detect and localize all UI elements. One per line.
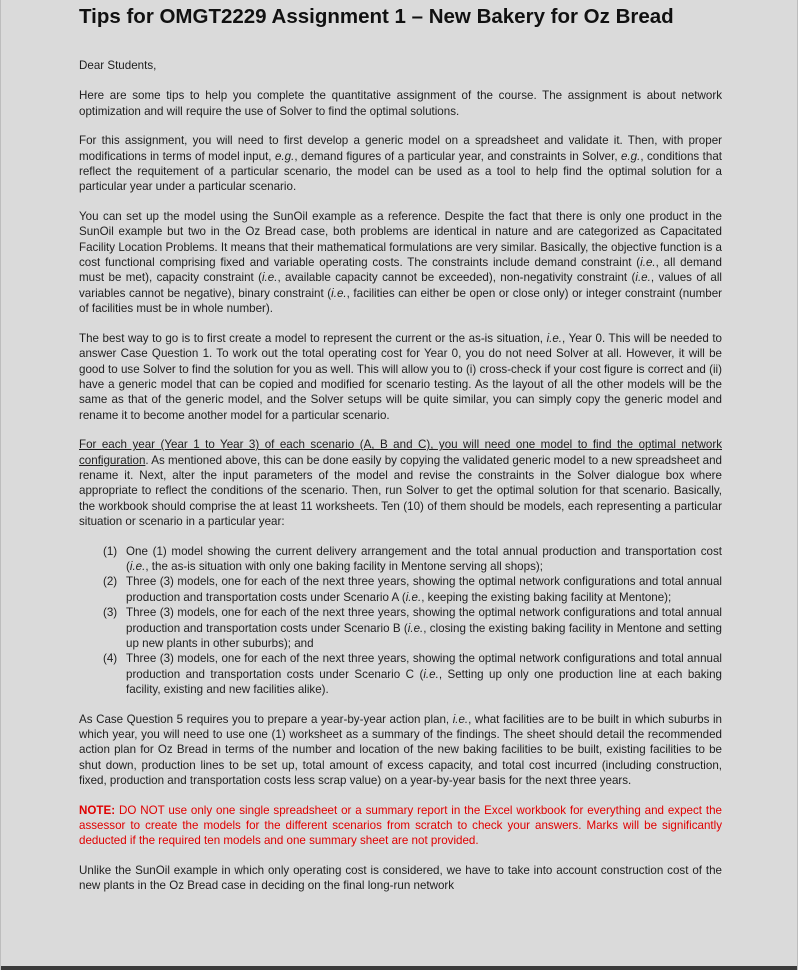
paragraph-sunoil-reference: You can set up the model using the SunOil example as a reference. Despite the fact that there is only one product in the SunOil example but two in the Oz Bread case, both problems are identical in nature and are categorized as Capacitated Facility Location Problems. It means that their mathematical formulations are very similar. Basically, the objective function is a cost functional comprising fixed and variable operating costs. The constraints include demand constraint (i.e., all demand must be met), capacity constraint (i.e., available capacity cannot be exceeded), non-negativity constraint (i.e., values of all variables cannot be negative), binary constraint (i.e., facilities can either be open or close only) or integer constraint (number of facilities must be in whole number). xyxy=(79,209,723,316)
greeting: Dear Students, xyxy=(79,59,157,72)
document-title: Tips for OMGT2229 Assignment 1 – New Bakery for Oz Bread xyxy=(79,5,674,28)
underlined-requirement: For each year (Year 1 to Year 3) of each scenario (A, B and C), you will need one model to find the optimal network configuration xyxy=(79,438,722,467)
paragraph-as-is-model: The best way to go is to first create a model to represent the current or the as-is situation, i.e., Year 0. This will be needed to answer Case Question 1. To work out the total operating cost for Year 0, you do not need Solver at all. However, it will be good to use Solver to find the solution for you as well. This will allow you to (i) cross-check if your cost figure is correct and (ii) have a generic model that can be copied and modified for scenario testing. As the layout of all the other models will be the same as that of the generic model, and the Solver setups will be quite similar, you can simply copy the generic model and rename it to become another model for a particular scenario. xyxy=(79,331,722,422)
page-bottom-border xyxy=(1,966,798,970)
paragraph-construction-cost: Unlike the SunOil example in which only operating cost is considered, we have to take into account construction cost of the new plants in the Oz Bread case in deciding on the final long-run network xyxy=(79,863,722,893)
paragraph-scenario-models: For each year (Year 1 to Year 3) of each scenario (A, B and C), you will need one model to find the optimal network configuration. As mentioned above, this can be done easily by copying the validated generic model to a new spreadsheet and rename it. Next, alter the input parameters of the model and revise the constraints in the Solver dialogue box where appropriate to reflect the conditions of the scenario. Then, run Solver to get the optimal solution for that scenario. Basically, the workbook should comprise the at least 11 worksheets. Ten (10) of them should be models, each representing a particular situation or scenario in a particular year: xyxy=(79,438,722,529)
list-item: (4) Three (3) models, one for each of the next three years, showing the optimal network configurations and total annual production and transportation costs under Scenario C (i.e., Setting up only one production line at each baking facility, existing and new facilities alike). xyxy=(103,652,722,697)
document-body xyxy=(79,58,722,908)
note-warning: NOTE: DO NOT use only one single spreadsheet or a summary report in the Excel workbook for everything and expect the assessor to create the models for the different scenarios from scratch to check your answers. Marks will be significantly deducted if the required ten models and one summary sheet are not provided. xyxy=(79,803,722,848)
note-label: NOTE: xyxy=(79,803,116,817)
paragraph-intro: Here are some tips to help you complete the quantitative assignment of the course. The assignment is about network optimization and will require the use of Solver to find the optimal solutions. xyxy=(79,89,722,118)
model-list xyxy=(79,544,722,698)
paragraph-action-plan: As Case Question 5 requires you to prepare a year-by-year action plan, i.e., what facilities are to be built in which suburbs in which year, you will need to use one (1) worksheet as a summary of the findings. The sheet should detail the recommended action plan for Oz Bread in terms of the number and location of the new baking facilities to be built, existing facilities to be shut down, production lines to be set up, total amount of excess capacity, and total cost incurred (including construction, fixed, production and transportation costs less scrap value) on a year-by-year basis for the next three years. xyxy=(79,712,722,788)
list-item: (3) Three (3) models, one for each of the next three years, showing the optimal network configurations and total annual production and transportation costs under Scenario B (i.e., closing the existing baking facility in Mentone and setting up new plants in other suburbs); and xyxy=(103,606,722,650)
list-item: (1) One (1) model showing the current delivery arrangement and the total annual production and transportation cost (i.e., the as-is situation with only one baking facility in Mentone serving all shops); xyxy=(103,544,722,573)
paragraph-model-approach: For this assignment, you will need to first develop a generic model on a spreadsheet and validate it. Then, with proper modifications in terms of model input, e.g., demand figures of a particular year, and constraints in Solver, e.g., conditions that reflect the requitement of a particular scenario, the model can be used as a tool to help find the optimal solution for a particular year under a particular scenario. xyxy=(79,134,723,194)
list-item: (2) Three (3) models, one for each of the next three years, showing the optimal network configurations and total annual production and transportation costs under Scenario A (i.e., keeping the existing baking facility at Mentone); xyxy=(103,575,722,604)
